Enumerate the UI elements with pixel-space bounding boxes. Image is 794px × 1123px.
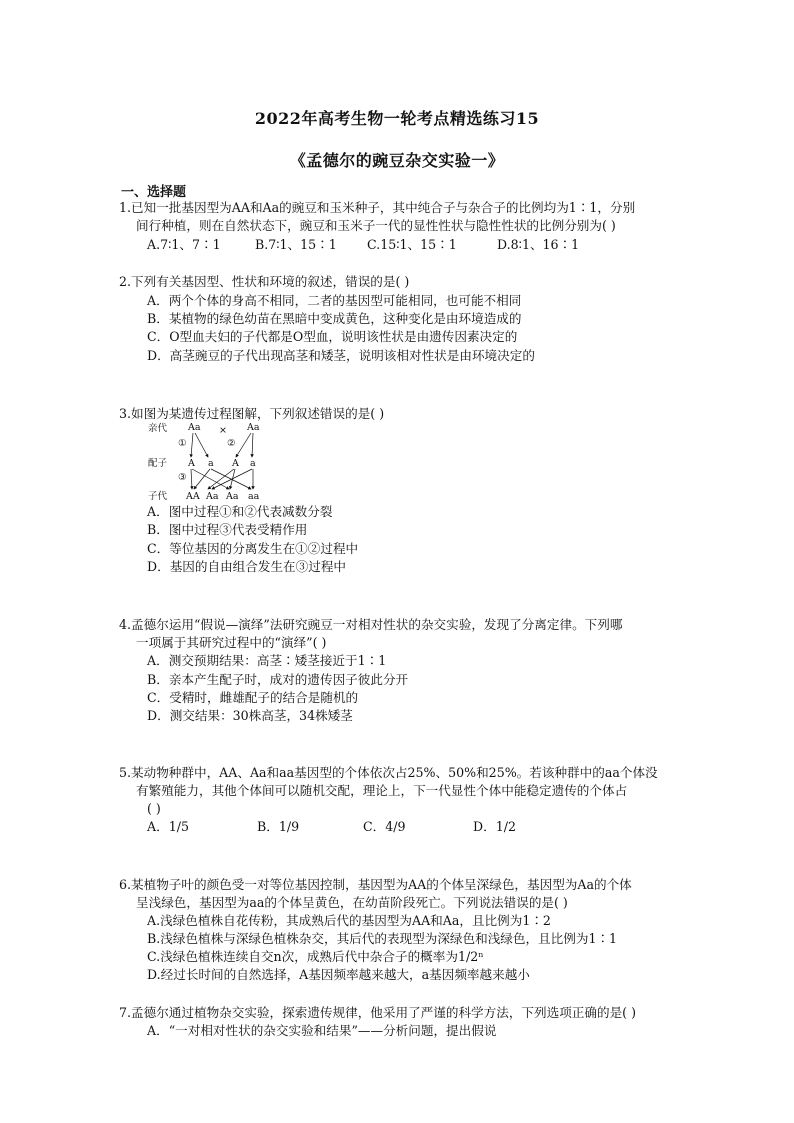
- gamete: A: [188, 458, 195, 469]
- option-a: A.7∶1、7∶1: [147, 237, 221, 252]
- option-row: [147, 818, 516, 836]
- option-b: B．亲本产生配子时，成对的遗传因子彼此分开: [147, 672, 409, 687]
- row-label-offspring: 子代: [148, 491, 168, 502]
- offspring-genotype: Aa: [206, 491, 219, 502]
- question-stem: 有繁殖能力，其他个体间可以随机交配，理论上，下一代显性个体中能稳定遗传的个体占: [136, 783, 628, 798]
- option-a: A．测交预期结果：高茎∶矮茎接近于1∶1: [147, 653, 387, 668]
- question-stem: 呈浅绿色，基因型为aa的个体呈黄色，在幼苗阶段死亡。下列说法错误的是( ): [136, 895, 568, 910]
- question-stem: 2.下列有关基因型、性状和环境的叙述，错误的是( ): [119, 274, 410, 289]
- option-d: D.8∶1、16∶1: [497, 237, 580, 252]
- option-c: C.浅绿色植株连续自交n次，成熟后代中杂合子的概率为1/2ⁿ: [147, 949, 484, 964]
- meiosis-arrow: [195, 433, 208, 457]
- question-stem: 4.孟德尔运用“假说—演绎”法研究豌豆一对相对性状的杂交实验，发现了分离定律。下列哪: [119, 617, 623, 632]
- option-d: D．测交结果：30株高茎，34株矮茎: [147, 708, 353, 723]
- step-1-marker: ①: [178, 438, 187, 449]
- option-c: C．O型血夫妇的子代都是O型血，说明该性状是由遗传因素决定的: [147, 329, 518, 344]
- fertilization-arrow: [192, 469, 229, 489]
- question-stem: 1.已知一批基因型为AA和Aa的豌豆和玉米种子，其中纯合子与杂合子的比例均为1∶1，分别: [119, 200, 636, 215]
- option-a: A．两个个体的身高不相同，二者的基因型可能相同，也可能不相同: [147, 293, 522, 308]
- cross-symbol: ×: [219, 425, 227, 436]
- meiosis-arrow: [252, 433, 253, 457]
- option-row: [147, 236, 579, 254]
- option-c: C．等位基因的分离发生在①②过程中: [147, 541, 359, 556]
- option-c: C．4/9: [363, 819, 406, 834]
- option-d: D.经过长时间的自然选择，A基因频率越来越大，a基因频率越来越小: [147, 967, 530, 982]
- option-b: B．图中过程③代表受精作用: [147, 522, 308, 537]
- option-b: B．某植物的绿色幼苗在黑暗中变成黄色，这种变化是由环境造成的: [147, 311, 522, 326]
- fertilization-arrow: [191, 469, 192, 489]
- option-b: B．1/9: [257, 819, 300, 834]
- option-b: B.浅绿色植株与深绿色植株杂交，其后代的表现型为深绿色和浅绿色，且比例为1∶1: [147, 931, 618, 946]
- option-a: A．“一对相对性状的杂交实验和结果”——分析问题，提出假说: [147, 1023, 497, 1038]
- question-stem: 间行种植，则在自然状态下，豌豆和玉米子一代的显性性状与隐性性状的比例分别为( ): [136, 218, 616, 233]
- option-c: C.15∶1、15∶1: [367, 237, 457, 252]
- row-label-gametes: 配子: [148, 458, 168, 469]
- question-stem: 6.某植物子叶的颜色受一对等位基因控制，基因型为AA的个体呈深绿色，基因型为Aa的个体: [119, 877, 632, 892]
- fertilization-arrow: [208, 469, 234, 489]
- offspring-genotype: AA: [186, 491, 200, 502]
- option-d: D．高茎豌豆的子代出现高茎和矮茎，说明该相对性状是由环境决定的: [147, 348, 535, 363]
- step-2-marker: ②: [227, 438, 236, 449]
- question-stem: ( ): [147, 801, 161, 816]
- page-title: 2022年高考生物一轮考点精选练习15: [254, 109, 540, 128]
- meiosis-arrow: [191, 433, 193, 457]
- section-heading: 一、选择题: [121, 185, 187, 200]
- question-stem: 3.如图为某遗传过程图解，下列叙述错误的是( ): [119, 406, 385, 421]
- page-subtitle: 《孟德尔的豌豆杂交实验一》: [289, 151, 505, 170]
- offspring-genotype: Aa: [226, 491, 239, 502]
- gamete: a: [250, 458, 256, 469]
- option-d: D．基因的自由组合发生在③过程中: [147, 559, 347, 574]
- option-a: A．1/5: [147, 819, 189, 834]
- parent-genotype: Aa: [247, 422, 260, 433]
- meiosis-arrow: [236, 433, 251, 457]
- option-c: C．受精时，雌雄配子的结合是随机的: [147, 690, 359, 705]
- option-a: A.浅绿色植株自花传粉，其成熟后代的基因型为AA和Aa，且比例为1∶2: [147, 913, 551, 928]
- inheritance-diagram: [146, 421, 276, 503]
- option-d: D．1/2: [473, 819, 516, 834]
- fertilization-arrow: [212, 469, 252, 489]
- option-b: B.7∶1、15∶1: [255, 237, 337, 252]
- offspring-genotype: aa: [248, 491, 260, 502]
- row-label-parents: 亲代: [148, 423, 168, 434]
- option-a: A．图中过程①和②代表减数分裂: [147, 504, 333, 519]
- gamete: A: [232, 458, 239, 469]
- fertilization-arrow: [194, 469, 210, 489]
- step-3-marker: ③: [178, 472, 187, 483]
- question-stem: 7.孟德尔通过植物杂交实验，探索遗传规律，他采用了严谨的科学方法，下列选项正确的是( ): [119, 1005, 637, 1020]
- question-stem: 5.某动物种群中，AA、Aa和aa基因型的个体依次占25%、50%和25%。若该种群中的aa个体没: [119, 765, 658, 780]
- parent-genotype: Aa: [188, 422, 201, 433]
- question-stem: 一项属于其研究过程中的“演绎”( ): [136, 635, 327, 650]
- gamete: a: [208, 458, 214, 469]
